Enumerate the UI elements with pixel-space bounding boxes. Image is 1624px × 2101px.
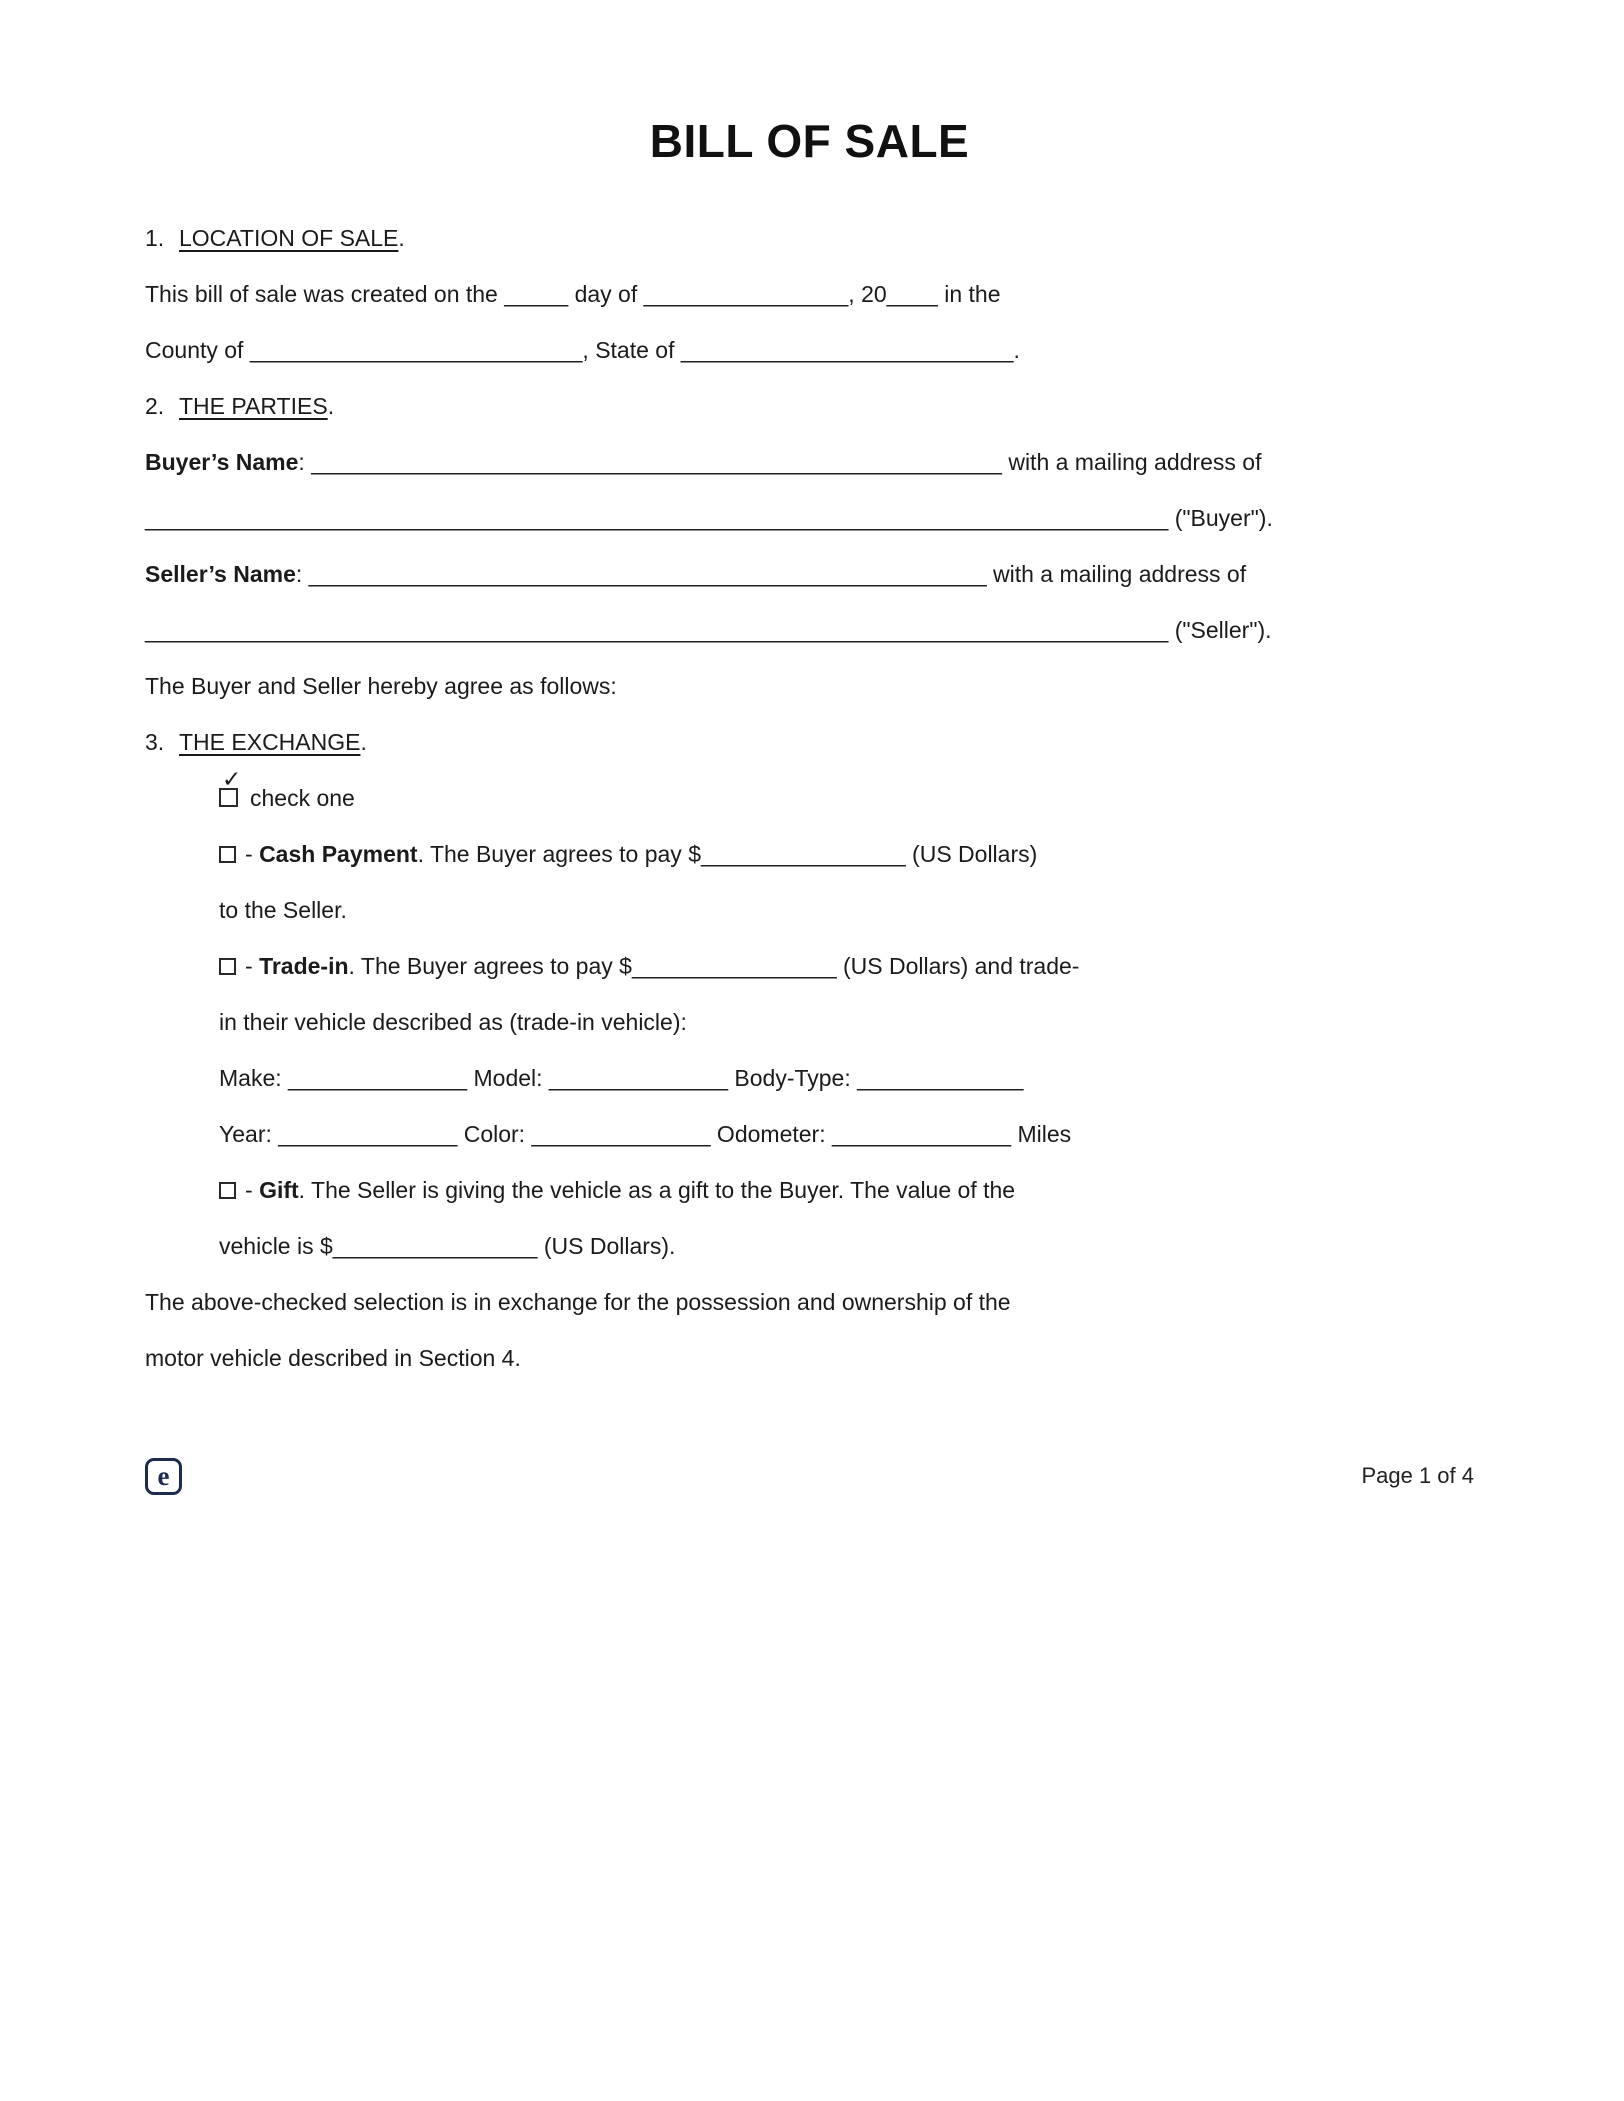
section2-heading-text: THE PARTIES	[179, 393, 328, 419]
cash-dash: -	[245, 841, 260, 867]
seller-address-line: ________________________________________________________________________________ ("Seller").	[145, 617, 1272, 643]
section1-heading	[145, 210, 1474, 266]
gift-text: . The Seller is giving the vehicle as a gift to the Buyer. The value of the	[298, 1177, 1016, 1203]
trade-in-dash: -	[245, 953, 260, 979]
cash-payment-text: . The Buyer agrees to pay $________________ (US Dollars)	[417, 841, 1038, 867]
trade-in-checkbox-icon[interactable]	[219, 958, 236, 975]
seller-name-line	[145, 546, 1474, 602]
closing-line-1: The above-checked selection is in exchange for the possession and ownership of the	[145, 1289, 1011, 1315]
buyer-name-line	[145, 434, 1474, 490]
section1-heading-suffix: .	[398, 225, 405, 251]
gift-dash: -	[245, 1177, 260, 1203]
eforms-logo: e	[145, 1458, 182, 1495]
section3-heading-suffix: .	[360, 729, 367, 755]
seller-name-blank: : _____________________________________________________ with a mailing address of	[295, 561, 1247, 587]
cash-payment-line	[145, 826, 1474, 882]
section2-heading	[145, 378, 1474, 434]
gift-checkbox-icon[interactable]	[219, 1182, 236, 1199]
section2-number: 2.	[145, 393, 165, 419]
section3-number: 3.	[145, 729, 165, 755]
cash-checkbox-icon[interactable]	[219, 846, 236, 863]
section3-heading	[145, 714, 1474, 770]
buyer-address-line: ________________________________________________________________________________ ("Buyer").	[145, 505, 1273, 531]
page-number: Page 1 of 4	[1361, 1463, 1474, 1488]
cash-payment-label: Cash Payment	[259, 841, 418, 867]
section3-heading-text: THE EXCHANGE	[179, 729, 361, 755]
buyer-name-label: Buyer’s Name	[145, 449, 299, 475]
location-line-2: County of __________________________, State of __________________________.	[145, 337, 1020, 363]
gift-label: Gift	[259, 1177, 299, 1203]
gift-line	[145, 1162, 1474, 1218]
agreement-line: The Buyer and Seller hereby agree as follows:	[145, 673, 617, 699]
section2-heading-suffix: .	[327, 393, 335, 419]
trade-in-year-color-line: Year: ______________ Color: ______________ Odometer: ______________ Miles	[219, 1121, 1072, 1147]
trade-in-line	[145, 938, 1474, 994]
gift-line-2: vehicle is $________________ (US Dollars).	[219, 1233, 676, 1259]
trade-in-label: Trade-in	[259, 953, 349, 979]
checkbox-checked-icon[interactable]	[219, 766, 242, 807]
section1-heading-text: LOCATION OF SALE	[179, 225, 399, 251]
check-one-line	[145, 766, 1474, 826]
check-mark-icon: ✓	[222, 766, 242, 792]
trade-in-make-model-line: Make: ______________ Model: ______________ Body-Type: _____________	[219, 1065, 1024, 1091]
seller-name-label: Seller’s Name	[145, 561, 296, 587]
document-title: BILL OF SALE	[649, 115, 970, 167]
page-footer	[145, 1452, 1474, 1500]
trade-in-text: . The Buyer agrees to pay $________________ (US Dollars) and trade-	[348, 953, 1080, 979]
closing-line-2: motor vehicle described in Section 4.	[145, 1345, 521, 1371]
location-line-1: This bill of sale was created on the _____ day of ________________, 20____ in the	[145, 281, 1001, 307]
document-content	[0, 112, 1624, 1386]
buyer-name-blank: : ______________________________________________________ with a mailing address of	[298, 449, 1262, 475]
section1-number: 1.	[145, 225, 165, 251]
check-one-label: check one	[250, 785, 355, 811]
cash-payment-line-2: to the Seller.	[219, 897, 347, 923]
trade-in-line-2: in their vehicle described as (trade-in vehicle):	[219, 1009, 687, 1035]
